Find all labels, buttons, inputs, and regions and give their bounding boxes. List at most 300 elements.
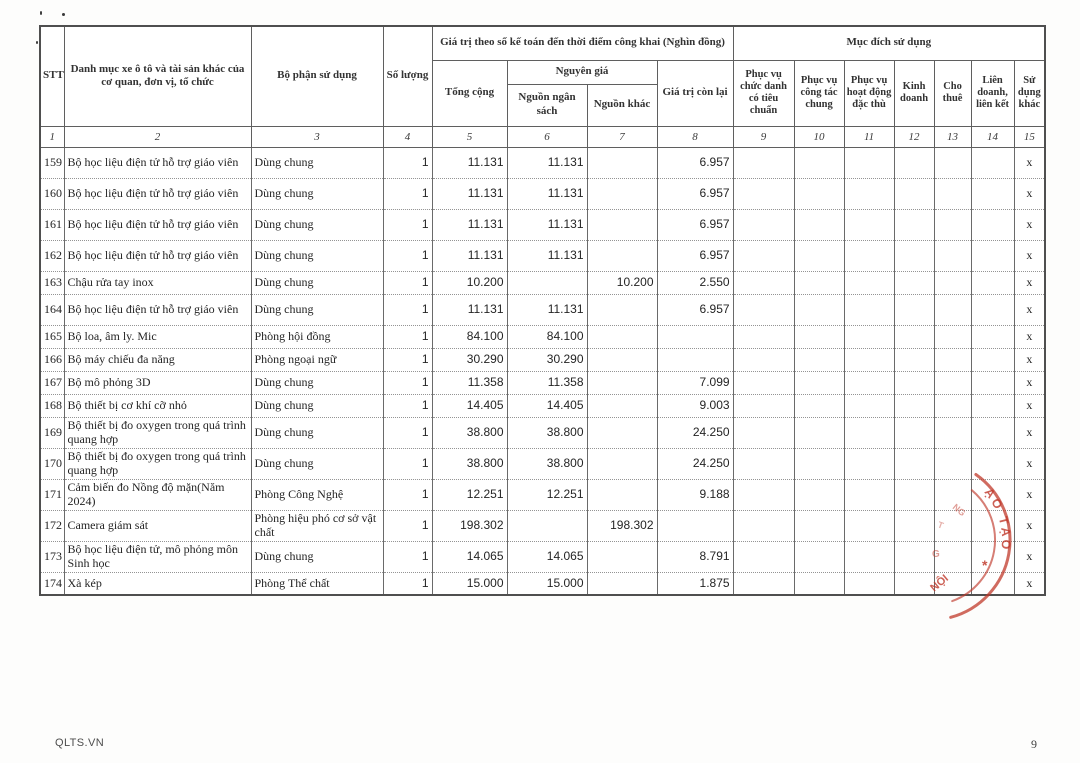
- stamp-fragment-t: T: [936, 519, 945, 531]
- cell-total: 11.358: [432, 371, 507, 394]
- cell-category: Bộ học liệu điện tử hỗ trợ giáo viên: [64, 294, 251, 325]
- cell-department: Dùng chung: [251, 147, 383, 178]
- cell-purpose-14: [971, 348, 1014, 371]
- table-header: [40, 26, 1045, 147]
- cell-purpose-13: [934, 294, 971, 325]
- cell-total: 84.100: [432, 325, 507, 348]
- cell-purpose-10: [794, 294, 844, 325]
- cell-purpose-13: [934, 325, 971, 348]
- cell-category: Cảm biến đo Nồng độ mặn(Năm 2024): [64, 479, 251, 510]
- cell-budget-source: 38.800: [507, 448, 587, 479]
- cell-purpose-13: [934, 448, 971, 479]
- table-row: [40, 240, 1045, 271]
- cell-total: 14.405: [432, 394, 507, 417]
- cell-purpose-9: [733, 510, 794, 541]
- cell-purpose-13: [934, 371, 971, 394]
- cell-total: 30.290: [432, 348, 507, 371]
- header-purpose-special-activity: Phục vụ hoạt động đặc thù: [844, 60, 894, 126]
- header-category: Danh mục xe ô tô và tài sản khác của cơ quan, đơn vị, tổ chức: [64, 26, 251, 126]
- cell-purpose-11: [844, 479, 894, 510]
- cell-quantity: 1: [383, 541, 432, 572]
- cell-stt: 168: [40, 394, 64, 417]
- col-number: 8: [657, 126, 733, 147]
- cell-other-source: [587, 325, 657, 348]
- cell-department: Dùng chung: [251, 371, 383, 394]
- cell-purpose-11: [844, 147, 894, 178]
- cell-category: Bộ học liệu điện tử hỗ trợ giáo viên: [64, 147, 251, 178]
- cell-quantity: 1: [383, 448, 432, 479]
- cell-purpose-9: [733, 325, 794, 348]
- cell-purpose-11: [844, 325, 894, 348]
- cell-quantity: 1: [383, 348, 432, 371]
- cell-purpose-14: [971, 541, 1014, 572]
- cell-department: Dùng chung: [251, 417, 383, 448]
- cell-purpose-9: [733, 271, 794, 294]
- cell-department: Dùng chung: [251, 541, 383, 572]
- cell-purpose-9: [733, 294, 794, 325]
- cell-purpose-15: x: [1014, 479, 1045, 510]
- col-number: 6: [507, 126, 587, 147]
- header-value-group: Giá trị theo sổ kế toán đến thời điểm công khai (Nghìn đồng): [432, 26, 733, 60]
- cell-purpose-11: [844, 240, 894, 271]
- cell-category: Xà kép: [64, 572, 251, 595]
- cell-purpose-14: [971, 479, 1014, 510]
- cell-purpose-15: x: [1014, 417, 1045, 448]
- cell-purpose-10: [794, 371, 844, 394]
- cell-purpose-9: [733, 572, 794, 595]
- header-purpose-other-use: Sử dụng khác: [1014, 60, 1045, 126]
- cell-budget-source: 11.358: [507, 371, 587, 394]
- table-row: [40, 178, 1045, 209]
- cell-purpose-13: [934, 479, 971, 510]
- cell-remaining: [657, 510, 733, 541]
- cell-category: Chậu rửa tay inox: [64, 271, 251, 294]
- cell-purpose-12: [894, 479, 934, 510]
- table-row: [40, 209, 1045, 240]
- cell-purpose-14: [971, 394, 1014, 417]
- header-original-price: Nguyên giá: [507, 60, 657, 84]
- cell-category: Bộ mô phỏng 3D: [64, 371, 251, 394]
- header-purpose-title-standard: Phục vụ chức danh có tiêu chuẩn: [733, 60, 794, 126]
- cell-purpose-15: x: [1014, 348, 1045, 371]
- cell-purpose-14: [971, 271, 1014, 294]
- cell-budget-source: 11.131: [507, 147, 587, 178]
- header-total: Tổng cộng: [432, 60, 507, 126]
- table-row: [40, 371, 1045, 394]
- header-budget-source: Nguồn ngân sách: [507, 84, 587, 126]
- cell-purpose-13: [934, 541, 971, 572]
- cell-purpose-11: [844, 417, 894, 448]
- cell-purpose-14: [971, 417, 1014, 448]
- cell-remaining: 8.791: [657, 541, 733, 572]
- cell-purpose-12: [894, 240, 934, 271]
- cell-other-source: [587, 209, 657, 240]
- cell-purpose-15: x: [1014, 541, 1045, 572]
- cell-budget-source: 11.131: [507, 209, 587, 240]
- stamp-star: *: [982, 557, 988, 573]
- header-purpose-joint-venture: Liên doanh, liên kết: [971, 60, 1014, 126]
- cell-purpose-15: x: [1014, 371, 1045, 394]
- cell-purpose-12: [894, 348, 934, 371]
- cell-purpose-11: [844, 209, 894, 240]
- cell-department: Dùng chung: [251, 240, 383, 271]
- cell-budget-source: 84.100: [507, 325, 587, 348]
- cell-purpose-10: [794, 394, 844, 417]
- cell-remaining: 24.250: [657, 448, 733, 479]
- column-number-row: [40, 126, 1045, 147]
- cell-quantity: 1: [383, 271, 432, 294]
- cell-purpose-11: [844, 572, 894, 595]
- col-number: 2: [64, 126, 251, 147]
- cell-remaining: 6.957: [657, 147, 733, 178]
- cell-purpose-13: [934, 240, 971, 271]
- col-number: 4: [383, 126, 432, 147]
- cell-purpose-12: [894, 417, 934, 448]
- cell-other-source: [587, 294, 657, 325]
- cell-remaining: 6.957: [657, 294, 733, 325]
- table-row: [40, 541, 1045, 572]
- header-purpose-lease: Cho thuê: [934, 60, 971, 126]
- cell-other-source: [587, 348, 657, 371]
- cell-other-source: [587, 417, 657, 448]
- col-number: 12: [894, 126, 934, 147]
- cell-budget-source: 30.290: [507, 348, 587, 371]
- cell-quantity: 1: [383, 325, 432, 348]
- cell-purpose-12: [894, 510, 934, 541]
- col-number: 13: [934, 126, 971, 147]
- scan-speck: [40, 11, 42, 15]
- cell-purpose-14: [971, 510, 1014, 541]
- cell-purpose-14: [971, 572, 1014, 595]
- cell-purpose-14: [971, 209, 1014, 240]
- cell-purpose-13: [934, 417, 971, 448]
- cell-purpose-9: [733, 371, 794, 394]
- cell-total: 38.800: [432, 417, 507, 448]
- cell-purpose-15: x: [1014, 240, 1045, 271]
- cell-budget-source: 14.065: [507, 541, 587, 572]
- cell-purpose-15: x: [1014, 271, 1045, 294]
- header-quantity: Số lượng: [383, 26, 432, 126]
- cell-stt: 163: [40, 271, 64, 294]
- cell-purpose-13: [934, 147, 971, 178]
- cell-remaining: 9.003: [657, 394, 733, 417]
- cell-quantity: 1: [383, 394, 432, 417]
- cell-purpose-10: [794, 572, 844, 595]
- cell-purpose-12: [894, 147, 934, 178]
- cell-total: 11.131: [432, 294, 507, 325]
- stamp-fragment-g: G: [932, 549, 940, 560]
- cell-other-source: [587, 240, 657, 271]
- cell-purpose-9: [733, 417, 794, 448]
- cell-purpose-12: [894, 371, 934, 394]
- cell-purpose-13: [934, 178, 971, 209]
- cell-category: Camera giám sát: [64, 510, 251, 541]
- cell-purpose-12: [894, 209, 934, 240]
- cell-purpose-12: [894, 541, 934, 572]
- cell-purpose-11: [844, 178, 894, 209]
- table-row: [40, 271, 1045, 294]
- cell-purpose-10: [794, 417, 844, 448]
- cell-purpose-15: x: [1014, 209, 1045, 240]
- stamp-fragment-noi: NỘI: [928, 572, 951, 595]
- cell-purpose-14: [971, 325, 1014, 348]
- cell-purpose-15: x: [1014, 394, 1045, 417]
- cell-purpose-13: [934, 348, 971, 371]
- cell-stt: 160: [40, 178, 64, 209]
- cell-total: 11.131: [432, 178, 507, 209]
- cell-purpose-12: [894, 572, 934, 595]
- cell-purpose-9: [733, 348, 794, 371]
- cell-purpose-11: [844, 271, 894, 294]
- cell-purpose-10: [794, 325, 844, 348]
- cell-purpose-10: [794, 348, 844, 371]
- cell-purpose-15: x: [1014, 448, 1045, 479]
- cell-purpose-15: x: [1014, 294, 1045, 325]
- cell-purpose-9: [733, 394, 794, 417]
- table-row: [40, 510, 1045, 541]
- cell-department: Phòng ngoại ngữ: [251, 348, 383, 371]
- cell-budget-source: [507, 271, 587, 294]
- col-number: 10: [794, 126, 844, 147]
- cell-remaining: 2.550: [657, 271, 733, 294]
- cell-category: Bộ học liệu điện tử hỗ trợ giáo viên: [64, 209, 251, 240]
- cell-budget-source: 11.131: [507, 240, 587, 271]
- cell-quantity: 1: [383, 294, 432, 325]
- cell-department: Dùng chung: [251, 448, 383, 479]
- col-number: 15: [1014, 126, 1045, 147]
- cell-category: Bộ thiết bị đo oxygen trong quá trình quang hợp: [64, 417, 251, 448]
- cell-other-source: 10.200: [587, 271, 657, 294]
- cell-purpose-14: [971, 371, 1014, 394]
- cell-purpose-15: x: [1014, 178, 1045, 209]
- cell-quantity: 1: [383, 178, 432, 209]
- cell-purpose-10: [794, 209, 844, 240]
- cell-category: Bộ học liệu điện tử hỗ trợ giáo viên: [64, 178, 251, 209]
- header-purpose-common-work: Phục vụ công tác chung: [794, 60, 844, 126]
- col-number: 9: [733, 126, 794, 147]
- cell-purpose-14: [971, 178, 1014, 209]
- cell-department: Dùng chung: [251, 294, 383, 325]
- cell-other-source: [587, 479, 657, 510]
- cell-quantity: 1: [383, 510, 432, 541]
- cell-stt: 169: [40, 417, 64, 448]
- cell-purpose-11: [844, 394, 894, 417]
- cell-department: Phòng Thể chất: [251, 572, 383, 595]
- col-number: 5: [432, 126, 507, 147]
- cell-purpose-12: [894, 448, 934, 479]
- cell-remaining: 6.957: [657, 209, 733, 240]
- cell-purpose-9: [733, 541, 794, 572]
- table-row: [40, 479, 1045, 510]
- cell-quantity: 1: [383, 572, 432, 595]
- cell-stt: 164: [40, 294, 64, 325]
- cell-remaining: 1.875: [657, 572, 733, 595]
- cell-purpose-14: [971, 240, 1014, 271]
- cell-stt: 165: [40, 325, 64, 348]
- cell-other-source: [587, 394, 657, 417]
- cell-stt: 162: [40, 240, 64, 271]
- cell-budget-source: 14.405: [507, 394, 587, 417]
- cell-purpose-9: [733, 178, 794, 209]
- cell-department: Phòng hội đồng: [251, 325, 383, 348]
- cell-quantity: 1: [383, 209, 432, 240]
- cell-department: Dùng chung: [251, 209, 383, 240]
- cell-purpose-15: x: [1014, 510, 1045, 541]
- cell-total: 14.065: [432, 541, 507, 572]
- cell-other-source: [587, 448, 657, 479]
- cell-other-source: [587, 541, 657, 572]
- cell-purpose-11: [844, 448, 894, 479]
- cell-quantity: 1: [383, 479, 432, 510]
- cell-stt: 170: [40, 448, 64, 479]
- cell-purpose-14: [971, 294, 1014, 325]
- cell-stt: 159: [40, 147, 64, 178]
- cell-purpose-9: [733, 448, 794, 479]
- cell-stt: 161: [40, 209, 64, 240]
- cell-budget-source: 15.000: [507, 572, 587, 595]
- cell-quantity: 1: [383, 371, 432, 394]
- cell-purpose-11: [844, 294, 894, 325]
- cell-purpose-11: [844, 541, 894, 572]
- footer-brand: QLTS.VN: [55, 737, 105, 749]
- cell-quantity: 1: [383, 417, 432, 448]
- cell-purpose-15: x: [1014, 325, 1045, 348]
- cell-department: Dùng chung: [251, 394, 383, 417]
- cell-other-source: 198.302: [587, 510, 657, 541]
- header-remaining-value: Giá trị còn lại: [657, 60, 733, 126]
- cell-budget-source: 12.251: [507, 479, 587, 510]
- cell-purpose-12: [894, 271, 934, 294]
- cell-total: 198.302: [432, 510, 507, 541]
- cell-purpose-10: [794, 541, 844, 572]
- cell-purpose-9: [733, 209, 794, 240]
- scan-speck: [62, 13, 65, 16]
- col-number: 3: [251, 126, 383, 147]
- cell-purpose-12: [894, 325, 934, 348]
- cell-purpose-9: [733, 147, 794, 178]
- cell-department: Phòng Công Nghệ: [251, 479, 383, 510]
- col-number: 1: [40, 126, 64, 147]
- cell-remaining: [657, 348, 733, 371]
- cell-other-source: [587, 572, 657, 595]
- cell-purpose-10: [794, 479, 844, 510]
- cell-category: Bộ học liệu điện tử hỗ trợ giáo viên: [64, 240, 251, 271]
- table-row: [40, 325, 1045, 348]
- stamp-fragment-ng: NG: [950, 501, 968, 519]
- cell-purpose-10: [794, 240, 844, 271]
- cell-budget-source: 11.131: [507, 178, 587, 209]
- cell-purpose-13: [934, 394, 971, 417]
- cell-total: 38.800: [432, 448, 507, 479]
- cell-stt: 173: [40, 541, 64, 572]
- cell-budget-source: [507, 510, 587, 541]
- cell-other-source: [587, 371, 657, 394]
- cell-total: 10.200: [432, 271, 507, 294]
- cell-purpose-10: [794, 510, 844, 541]
- table-row: [40, 348, 1045, 371]
- cell-remaining: 9.188: [657, 479, 733, 510]
- cell-purpose-10: [794, 448, 844, 479]
- cell-stt: 174: [40, 572, 64, 595]
- cell-purpose-9: [733, 240, 794, 271]
- asset-table: [39, 25, 1046, 596]
- cell-stt: 166: [40, 348, 64, 371]
- cell-purpose-14: [971, 448, 1014, 479]
- table-row: [40, 448, 1045, 479]
- table-row: [40, 417, 1045, 448]
- cell-purpose-15: x: [1014, 147, 1045, 178]
- cell-budget-source: 38.800: [507, 417, 587, 448]
- stamp-arc-text: ẠO TẠO: [981, 485, 1014, 553]
- cell-purpose-12: [894, 394, 934, 417]
- col-number: 11: [844, 126, 894, 147]
- cell-department: Dùng chung: [251, 271, 383, 294]
- scan-speck: [36, 41, 38, 44]
- cell-remaining: 24.250: [657, 417, 733, 448]
- cell-quantity: 1: [383, 147, 432, 178]
- cell-stt: 167: [40, 371, 64, 394]
- cell-budget-source: 11.131: [507, 294, 587, 325]
- cell-purpose-9: [733, 479, 794, 510]
- cell-purpose-10: [794, 178, 844, 209]
- cell-category: Bộ máy chiếu đa năng: [64, 348, 251, 371]
- table-row: [40, 147, 1045, 178]
- cell-purpose-11: [844, 371, 894, 394]
- cell-purpose-13: [934, 209, 971, 240]
- cell-category: Bộ thiết bị cơ khí cỡ nhỏ: [64, 394, 251, 417]
- header-department: Bộ phận sử dụng: [251, 26, 383, 126]
- cell-purpose-12: [894, 294, 934, 325]
- cell-purpose-13: [934, 271, 971, 294]
- cell-purpose-13: [934, 572, 971, 595]
- cell-purpose-15: x: [1014, 572, 1045, 595]
- table-row: [40, 572, 1045, 595]
- cell-department: Phòng hiệu phó cơ sở vật chất: [251, 510, 383, 541]
- header-stt: STT: [40, 26, 64, 126]
- cell-purpose-13: [934, 510, 971, 541]
- cell-category: Bộ loa, âm ly. Mic: [64, 325, 251, 348]
- table-row: [40, 394, 1045, 417]
- cell-remaining: [657, 325, 733, 348]
- cell-remaining: 7.099: [657, 371, 733, 394]
- header-other-source: Nguồn khác: [587, 84, 657, 126]
- table-row: [40, 294, 1045, 325]
- cell-total: 15.000: [432, 572, 507, 595]
- cell-category: Bộ thiết bị đo oxygen trong quá trình quang hợp: [64, 448, 251, 479]
- cell-category: Bộ học liệu điện tử, mô phỏng môn Sinh học: [64, 541, 251, 572]
- cell-purpose-14: [971, 147, 1014, 178]
- cell-purpose-12: [894, 178, 934, 209]
- cell-other-source: [587, 147, 657, 178]
- cell-total: 11.131: [432, 147, 507, 178]
- page-number: 9: [1031, 737, 1037, 751]
- cell-remaining: 6.957: [657, 178, 733, 209]
- cell-purpose-10: [794, 271, 844, 294]
- cell-total: 11.131: [432, 240, 507, 271]
- cell-quantity: 1: [383, 240, 432, 271]
- col-number: 7: [587, 126, 657, 147]
- cell-stt: 171: [40, 479, 64, 510]
- cell-total: 11.131: [432, 209, 507, 240]
- cell-total: 12.251: [432, 479, 507, 510]
- cell-stt: 172: [40, 510, 64, 541]
- cell-purpose-11: [844, 348, 894, 371]
- header-purpose-group: Mục đích sử dụng: [733, 26, 1045, 60]
- cell-other-source: [587, 178, 657, 209]
- header-purpose-business: Kinh doanh: [894, 60, 934, 126]
- cell-department: Dùng chung: [251, 178, 383, 209]
- cell-purpose-11: [844, 510, 894, 541]
